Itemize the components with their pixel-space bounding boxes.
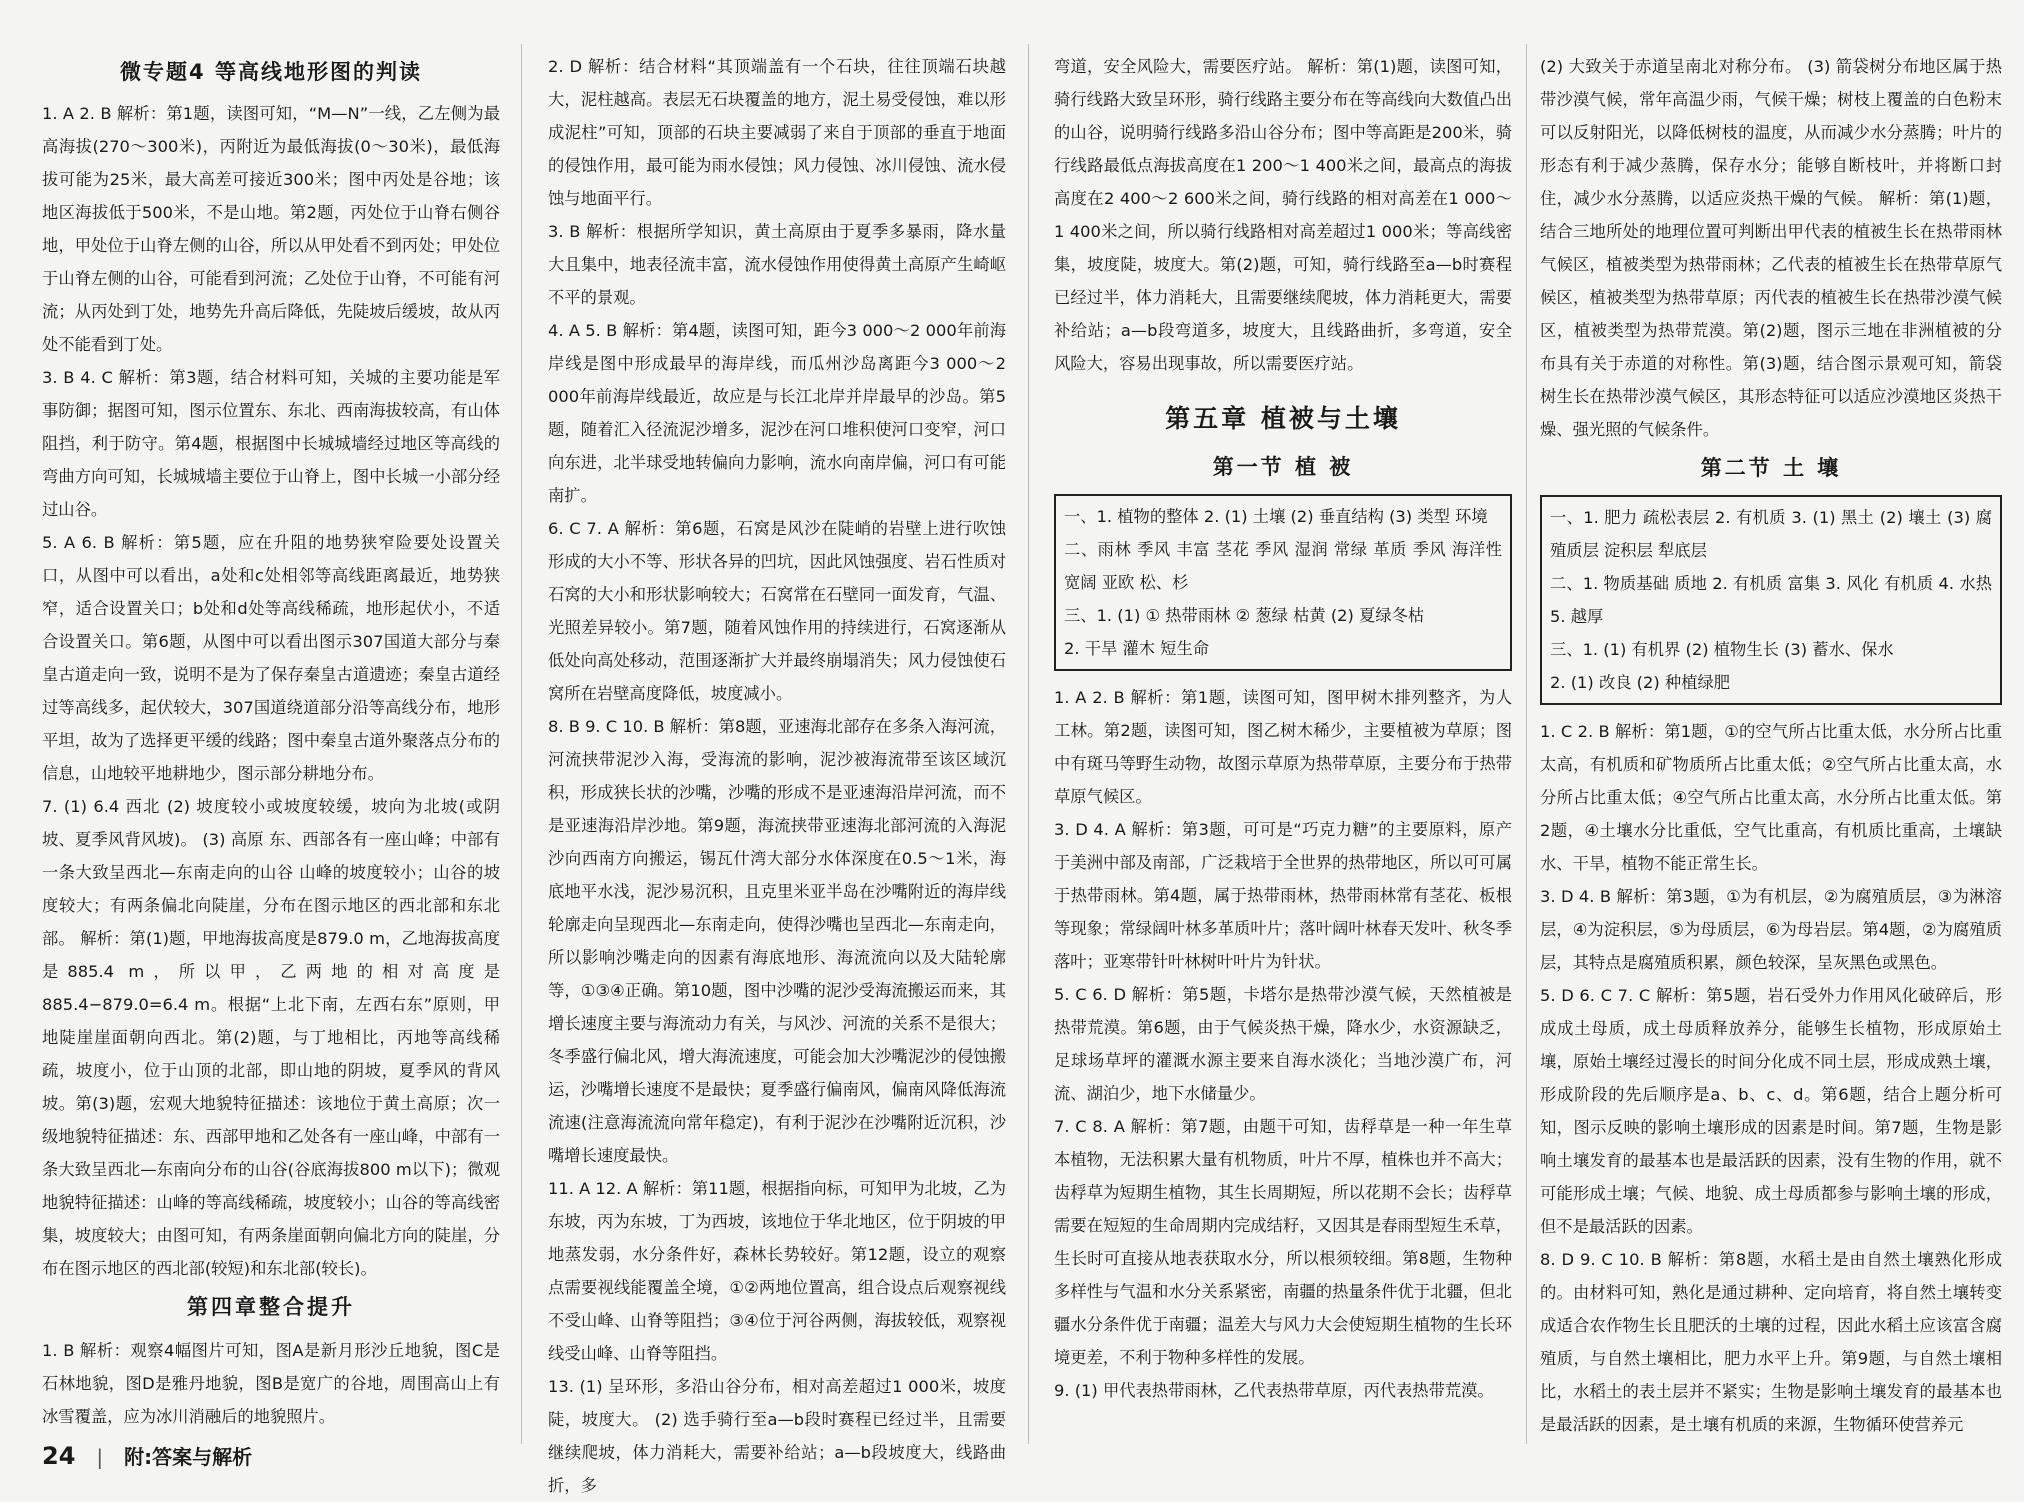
answer-paragraph: (2) 大致关于赤道呈南北对称分布。 (3) 箭袋树分布地区属于热带沙漠气候，常年高温少雨，气候干燥；树枝上覆盖的白色粉末可以反射阳光，以降低树枝的温度，从而减少水分蒸腾；叶片的形态有利于减少蒸腾，保存水分；能够自断枝叶，并将断口封住，减少水分蒸腾，以适应炎热干燥的气候。 解析：第(1)题，结合三地所处的地理位置可判断出甲代表的植被生长在热带雨林气候区，植被类型为热带雨林；乙代表的植被生长在热带草原气候区，植被类型为热带草原；丙代表的植被生长在热带沙漠气候区，植被类型为热带荒漠。第(2)题，图示三地在非洲植被的分布具有关于赤道的对称性。第(3)题，结合图示景观可知，箭袋树生长在热带沙漠气候区，其形态特征可以适应沙漠地区炎热干燥、强光照的气候条件。 [1540, 57, 2002, 439]
answer-paragraph: 9. (1) 甲代表热带雨林，乙代表热带草原，丙代表热带荒漠。 [1054, 1381, 1494, 1400]
knowledge-box: 一、1. 植物的整体 2. (1) 土壤 (2) 垂直结构 (3) 类型 环境 二、雨林 季风 丰富 茎花 季风 湿润 常绿 革质 季风 海洋性 宽阔 亚欧 松、杉 三、1. (1) ① 热带雨林 ② 葱绿 枯黄 (2) 夏绿冬枯 2. 干旱 灌木 短生命 [1054, 494, 1512, 671]
answer-paragraph: 3. D 4. A 解析：第3题，可可是“巧克力糖”的主要原料，原产于美洲中部及南部，广泛栽培于全世界的热带地区，所以可可属于热带雨林。第4题，属于热带雨林，热带雨林常有茎花、板根等现象；常绿阔叶林多革质叶片；落叶阔叶林春天发叶、秋冬季落叶；亚寒带针叶林树叶叶片为针状。 [1054, 820, 1512, 971]
column-4 [1540, 50, 2002, 1434]
answer-paragraph: 1. A 2. B 解析：第1题，读图可知，“M—N”一线，乙左侧为最高海拔(270～300米)，丙附近为最低海拔(0～30米)，最低海拔可能为25米，最大高差可接近300米；图中丙处是谷地；该地区海拔低于500米，不是山地。第2题，丙处位于山脊右侧谷地，甲处位于山脊左侧的山谷，所以从甲处看不到丙处；甲处位于山脊左侧的山谷，可能看到河流；乙处位于山脊，不可能有河流；从丙处到丁处，地势先升高后降低，先陡坡后缓坡，故从丙处不能看到丁处。 [42, 104, 500, 354]
answer-paragraph: 5. A 6. B 解析：第5题，应在升阻的地势狭窄险要处设置关口，从图中可以看出，a处和c处相邻等高线距离最近，地势狭窄，适合设置关口；b处和d处等高线稀疏，地形起伏小，不适合设置关口。第6题，从图中可以看出图示307国道大部分与秦皇古道走向一致，说明不是为了保存秦皇古道遗迹；秦皇古道经过等高线多，起伏较大，307国道绕道部分沿等高线分布，地形平坦，故为了选择更平缓的线路；图中秦皇古道外聚落点分布的信息，山地较平地耕地少，图示部分耕地分布。 [42, 533, 500, 783]
answer-paragraph: 3. B 解析：根据所学知识，黄土高原由于夏季多暴雨，降水量大且集中，地表径流丰富，流水侵蚀作用使得黄土高原产生崎岖不平的景观。 [548, 222, 1006, 307]
column-1 [42, 50, 500, 1426]
column-3 [1054, 50, 1512, 1430]
answer-paragraph: 11. A 12. A 解析：第11题，根据指向标，可知甲为北坡，乙为东坡，丙为东坡，丁为西坡，该地位于华北地区，位于阴坡的甲地蒸发弱，水分条件好，森林长势较好。第12题，设立的观察点需要视线能覆盖全境，①②两地位置高，组合设点后观察视线不受山峰、山脊等阻挡；③④位于河谷两侧，海拔较低，观察视线受山峰、山脊等阻挡。 [548, 1179, 1006, 1363]
answer-paragraph: 2. D 解析：结合材料“其顶端盖有一个石块，往往顶端石块越大，泥柱越高。表层无石块覆盖的地方，泥土易受侵蚀，难以形成泥柱”可知，顶部的石块主要减弱了来自于顶部的垂直于地面的侵蚀作用，最可能为雨水侵蚀；风力侵蚀、冰川侵蚀、流水侵蚀与地面平行。 [548, 57, 1006, 208]
answer-paragraph: 5. C 6. D 解析：第5题，卡塔尔是热带沙漠气候，天然植被是热带荒漠。第6题，由于气候炎热干燥，降水少，水资源缺乏，足球场草坪的灌溉水源主要来自海水淡化；当地沙漠广布，河流、湖泊少，地下水储量少。 [1054, 985, 1512, 1103]
page-footer [42, 1441, 252, 1470]
chapter-title: 第五章 植被与土壤 [1165, 404, 1401, 433]
answer-paragraph: 5. D 6. C 7. C 解析：第5题，岩石受外力作用风化破碎后，形成成土母质，成土母质释放养分，能够生长植物，形成原始土壤，原始土壤经过漫长的时间分化成不同土层，形成成熟土壤，形成阶段的先后顺序是a、b、c、d。第6题，结合上题分析可知，图示反映的影响土壤形成的因素是时间。第7题，生物是影响土壤发育的最基本也是最活跃的因素，没有生物的作用，就不可能形成土壤；气候、地貌、成土母质都参与影响土壤的形成，但不是最活跃的因素。 [1540, 986, 2002, 1236]
answer-paragraph: 6. C 7. A 解析：第6题，石窝是风沙在陡峭的岩壁上进行吹蚀形成的大小不等、形状各异的凹坑，因此风蚀强度、岩石性质对石窝的大小和形状影响较大；石窝常在石壁同一面发育，气温、光照差异较小。第7题，随着风蚀作用的持续进行，石窝逐渐从低处向高处移动，范围逐渐扩大并最终崩塌消失；风力侵蚀使石窝所在岩壁高度降低，坡度减小。 [548, 519, 1006, 703]
answer-paragraph: 7. C 8. A 解析：第7题，由题干可知，齿稃草是一种一年生草本植物，无法积累大量有机物质，叶片不厚，植株也并不高大；齿稃草为短期生植物，其生长周期短，所以花期不会长；齿稃草需要在短短的生命周期内完成结籽，又因其是春雨型短生禾草，生长时可直接从地表获取水分，所以根须较细。第8题，生物种多样性与气温和水分关系紧密，南疆的热量条件优于北疆，但北疆水分条件优于南疆；温差大与风力大会使短期生植物的生长环境更差，不利于物种多样性的发展。 [1054, 1117, 1512, 1367]
footer-separator: | [96, 1445, 104, 1469]
chapter-review-title: 第四章整合提升 [187, 1295, 355, 1319]
column-2 [548, 50, 1006, 1495]
column-divider [1028, 44, 1029, 1444]
answer-paragraph: 7. (1) 6.4 西北 (2) 坡度较小或坡度较缓，坡向为北坡(或阴坡、夏季风背风坡)。 (3) 高原 东、西部各有一座山峰；中部有一条大致呈西北—东南走向的山谷 山峰的坡度较小；山谷的坡度较大；有两条偏北向陡崖，分布在图示地区的西北部和东北部。 解析：第(1)题，甲地海拔高度是879.0 m，乙地海拔高度是885.4 m，所以甲，乙两地的相对高度是885.4−879.0=6.4 m。根据“上北下南，左西右东”原则，甲地陡崖崖面朝向西北。第(2)题，与丁地相比，丙地等高线稀疏，坡度小，位于山顶的北部，即山地的阴坡，夏季风的背风坡。第(3)题，宏观大地貌特征描述：该地位于黄土高原；次一级地貌特征描述：东、西部甲地和乙处各有一座山峰，中部有一条大致呈西北—东南向分布的山谷(谷底海拔800 m以下)；微观地貌特征描述：山峰的等高线稀疏，坡度较小；山谷的等高线密集，坡度较大；由图可知，有两条崖面朝向偏北方向的陡崖，分布在图示地区的西北部(较短)和东北部(较长)。 [42, 797, 500, 1278]
knowledge-box: 一、1. 肥力 疏松表层 2. 有机质 3. (1) 黑土 (2) 壤土 (3) 腐殖质层 淀积层 犁底层 二、1. 物质基础 质地 2. 有机质 富集 3. 风化 有机质 4. 水热 5. 越厚 三、1. (1) 有机界 (2) 植物生长 (3) 蓄水、保水 2. (1) 改良 (2) 种植绿肥 [1540, 495, 2002, 705]
answer-paragraph: 弯道，安全风险大，需要医疗站。 解析：第(1)题，读图可知，骑行线路大致呈环形，骑行线路主要分布在等高线向大数值凸出的山谷，说明骑行线路多沿山谷分布；图中等高距是200米，骑行线路最低点海拔高度在1 200～1 400米之间，最高点的海拔高度在2 400～2 600米之间，骑行线路的相对高差在1 000～1 400米之间，所以骑行线路相对高差超过1 000米；等高线密集，坡度陡，坡度大。第(2)题，可知，骑行线路至a—b时赛程已经过半，体力消耗大，且需要继续爬坡，体力消耗更大，需要补给站；a—b段弯道多，坡度大，且线路曲折，多弯道，安全风险大，容易出现事故，所以需要医疗站。 [1054, 57, 1512, 373]
answer-paragraph: 1. C 2. B 解析：第1题，①的空气所占比重太低，水分所占比重太高，有机质和矿物质所占比重太低；②空气所占比重太高，水分所占比重太低；④空气所占比重太高，水分所占比重太低。第2题，④土壤水分比重低，空气比重高，有机质比重高，土壤缺水、干旱，植物不能正常生长。 [1540, 722, 2002, 873]
answer-paragraph: 3. B 4. C 解析：第3题，结合材料可知，关城的主要功能是军事防御；据图可知，图示位置东、东北、西南海拔较高，有山体阻挡，利于防守。第4题，根据图中长城城墙经过地区等高线的弯曲方向可知，长城城墙主要位于山脊上，图中长城一小部分经过山谷。 [42, 368, 500, 519]
answer-paragraph: 8. B 9. C 10. B 解析：第8题，亚速海北部存在多条入海河流，河流挟带泥沙入海，受海流的影响，泥沙被海流带至该区域沉积，形成狭长状的沙嘴，沙嘴的形成不是亚速海沿岸河流，而不是亚速海沿岸沙地。第9题，海流挟带亚速海北部河流的入海泥沙向西南方向搬运，锡瓦什湾大部分水体深度在0.5～1米，海底地平水浅，泥沙易沉积，且克里米亚半岛在沙嘴附近的海岸线轮廓走向呈现西北—东南走向，使得沙嘴也呈西北—东南走向，所以影响沙嘴走向的因素有海底地形、海流流向以及大陆轮廓等，①③④正确。第10题，图中沙嘴的泥沙受海流搬运而来，其增长速度主要与海流动力有关，与风沙、河流的关系不是很大；冬季盛行偏北风，增大海流速度，可能会加大沙嘴泥沙的侵蚀搬运，沙嘴增长速度不是最快；夏季盛行偏南风，偏南风降低海流流速(注意海流流向常年稳定)，有利于泥沙在沙嘴附近沉积，沙嘴增长速度最快。 [548, 717, 1006, 1165]
answer-paragraph: 3. D 4. B 解析：第3题，①为有机层，②为腐殖质层，③为淋溶层，④为淀积层，⑤为母质层，⑥为母岩层。第4题，②为腐殖质层，其特点是腐殖质积累，颜色较深，呈灰黑色或黑色。 [1540, 887, 2002, 972]
answer-paragraph: 4. A 5. B 解析：第4题，读图可知，距今3 000～2 000年前海岸线是图中形成最早的海岸线，而瓜州沙岛离距今3 000～2 000年前海岸线最近，故应是与长江北岸并岸最早的沙岛。第5题，随着汇入径流泥沙增多，泥沙在河口堆积使河口变窄，河口向东进，北半球受地转偏向力影响，流水向南岸偏，河口有可能南扩。 [548, 321, 1006, 505]
answer-paragraph: 13. (1) 呈环形，多沿山谷分布，相对高差超过1 000米，坡度陡，坡度大。 (2) 选手骑行至a—b段时赛程已经过半，且需要继续爬坡，体力消耗大，需要补给站；a—b段坡度大，线路曲折，多 [548, 1377, 1006, 1495]
answer-paragraph: 1. A 2. B 解析：第1题，读图可知，图甲树木排列整齐，为人工林。第2题，读图可知，图乙树木稀少，主要植被为草原；图中有斑马等野生动物，故图示草原为热带草原，主要分布于热带草原气候区。 [1054, 688, 1512, 806]
page-number: 24 [42, 1442, 76, 1470]
answer-paragraph: 1. B 解析：观察4幅图片可知，图A是新月形沙丘地貌，图C是石林地貌，图D是雅丹地貌，图B是宽广的谷地，周围高山上有冰雪覆盖，应为冰川消融后的地貌照片。 [42, 1341, 500, 1426]
column-divider [521, 44, 522, 1444]
topic-title: 微专题4 等高线地形图的判读 [120, 60, 422, 84]
section-title: 第一节 植 被 [1212, 455, 1354, 479]
section-title: 第二节 土 壤 [1700, 456, 1842, 480]
answer-paragraph: 8. D 9. C 10. B 解析：第8题，水稻土是由自然土壤熟化形成的。由材料可知，熟化是通过耕种、定向培育，将自然土壤转变成适合农作物生长且肥沃的土壤的过程，因此水稻土应该富含腐殖质，与自然土壤相比，肥力水平上升。第9题，与自然土壤相比，水稻土的表土层并不紧实；生物是影响土壤发育的最基本也是最活跃的因素，是土壤有机质的来源，生物循环使营养元 [1540, 1250, 2002, 1434]
footer-label: 附:答案与解析 [124, 1445, 253, 1469]
column-divider [1526, 44, 1527, 1444]
